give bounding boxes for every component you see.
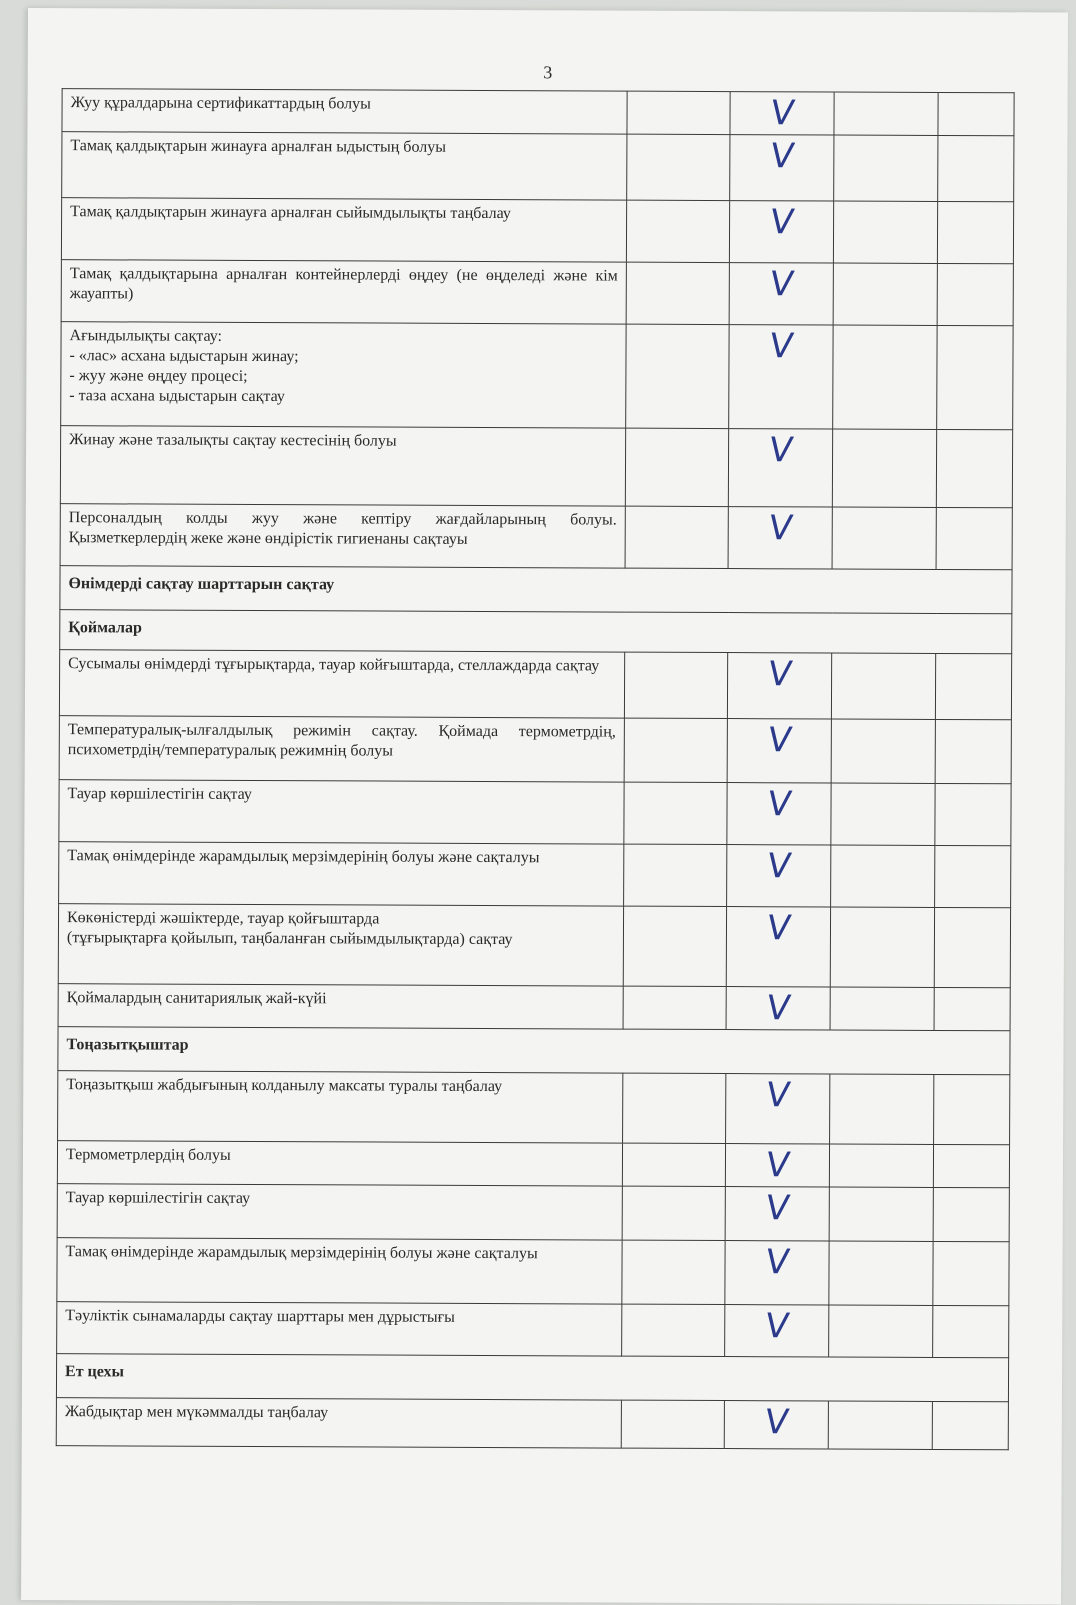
checklist-row	[61, 198, 1013, 264]
compliance-check-cell[interactable]	[729, 263, 833, 325]
handwritten-check-mark-icon: V	[766, 430, 796, 471]
compliance-check-cell[interactable]	[729, 325, 833, 429]
column-4-cell[interactable]	[934, 907, 1010, 987]
column-3-cell[interactable]	[830, 987, 934, 1030]
requirement-text: Көкөністерді жәшіктерде, тауар қойғыштарда (тұғырықтарға қойылып, таңбаланған сыйымдылықтарда) сақтау	[58, 904, 623, 986]
handwritten-check-mark-icon: V	[761, 1402, 791, 1443]
document-page	[21, 8, 1068, 1605]
column-1-cell	[627, 134, 730, 200]
column-1-cell	[625, 428, 728, 506]
column-4-cell[interactable]	[932, 1401, 1008, 1449]
section-header-row	[60, 566, 1012, 614]
column-4-cell[interactable]	[935, 719, 1011, 783]
page-number: 3	[543, 62, 553, 83]
requirement-text: Жабдықтар мен мүкәммалды таңбалау	[56, 1398, 621, 1448]
compliance-check-cell[interactable]	[726, 987, 830, 1030]
column-3-cell[interactable]	[832, 429, 936, 507]
column-4-cell[interactable]	[933, 1144, 1009, 1187]
column-3-cell[interactable]	[829, 1305, 933, 1357]
column-3-cell[interactable]	[830, 907, 934, 987]
column-4-cell[interactable]	[933, 1187, 1009, 1241]
requirement-text: Сусымалы өнімдерді тұғырықтарда, тауар койғыштарда, стеллаждарда сақтау	[59, 650, 624, 718]
requirement-text: Қоймалардың санитариялық жай-күйі	[58, 984, 623, 1029]
column-4-cell[interactable]	[938, 92, 1014, 135]
column-4-cell[interactable]	[936, 429, 1012, 507]
column-4-cell[interactable]	[938, 135, 1014, 201]
requirement-text: Жуу құралдарына сертификаттардың болуы	[62, 89, 627, 134]
section-header-row	[56, 1354, 1008, 1402]
section-header-row	[58, 1027, 1010, 1075]
column-3-cell[interactable]	[834, 92, 938, 135]
requirement-text: Тоңазытқыш жабдығының колданылу максаты туралы таңбалау	[58, 1071, 623, 1143]
handwritten-check-mark-icon: V	[762, 1145, 792, 1186]
requirement-text: Тауар көршілестігін сақтау	[59, 780, 624, 844]
column-3-cell[interactable]	[830, 1074, 934, 1144]
column-4-cell[interactable]	[937, 263, 1013, 325]
compliance-check-cell[interactable]	[727, 845, 831, 907]
compliance-check-cell[interactable]	[728, 507, 832, 569]
compliance-check-cell[interactable]	[725, 1187, 829, 1241]
handwritten-check-mark-icon: V	[765, 654, 795, 695]
column-3-cell[interactable]	[832, 507, 936, 569]
handwritten-check-mark-icon: V	[766, 264, 796, 305]
column-4-cell[interactable]	[934, 987, 1010, 1030]
checklist-row	[60, 426, 1012, 508]
section-title: Қоймалар	[60, 610, 1012, 654]
handwritten-check-mark-icon: V	[763, 1075, 793, 1116]
compliance-check-cell[interactable]	[728, 429, 832, 507]
handwritten-check-mark-icon: V	[764, 720, 794, 761]
requirement-text: Тамақ өнімдерінде жарамдылық мерзімдерінің болуы және сақталуы	[57, 1238, 622, 1304]
column-3-cell[interactable]	[833, 201, 937, 263]
compliance-check-cell[interactable]	[727, 719, 831, 783]
checklist-row	[62, 89, 1014, 136]
column-1-cell	[624, 718, 727, 782]
section-title: Ет цехы	[56, 1354, 1008, 1402]
requirement-text: Тәуліктік сынамаларды сақтау шарттары мен дұрыстығы	[57, 1302, 622, 1356]
requirement-text: Температуралық-ылғалдылық режимін сақтау. Қоймада термометрдің, психометрдің/температуралық режимнің болуы	[59, 716, 624, 782]
checklist-row	[58, 1071, 1010, 1145]
checklist-row	[59, 780, 1011, 846]
column-3-cell[interactable]	[833, 325, 937, 429]
column-4-cell[interactable]	[935, 845, 1011, 907]
handwritten-check-mark-icon: V	[762, 1242, 792, 1283]
column-3-cell[interactable]	[831, 845, 935, 907]
column-1-cell	[623, 986, 726, 1029]
checklist-row	[60, 504, 1012, 570]
column-1-cell	[622, 1143, 725, 1186]
column-1-cell	[624, 782, 727, 844]
column-3-cell[interactable]	[831, 653, 935, 719]
handwritten-check-mark-icon: V	[767, 93, 797, 134]
checklist-row	[62, 132, 1014, 202]
compliance-check-cell[interactable]	[730, 92, 834, 135]
column-1-cell	[623, 906, 726, 986]
column-3-cell[interactable]	[829, 1144, 933, 1187]
checklist-row	[59, 842, 1011, 908]
column-4-cell[interactable]	[937, 325, 1013, 429]
compliance-check-cell[interactable]	[724, 1401, 828, 1449]
compliance-check-cell[interactable]	[725, 1241, 829, 1305]
requirement-text: Тамақ қалдықтарын жинауға арналған ыдыстың болуы	[62, 132, 627, 200]
handwritten-check-mark-icon: V	[764, 784, 794, 825]
compliance-check-cell[interactable]	[725, 1144, 829, 1187]
requirement-text: Жинау және тазалықты сақтау кестесінің болуы	[60, 426, 625, 506]
handwritten-check-mark-icon: V	[764, 846, 794, 887]
requirement-text: Тауар көршілестігін сақтау	[57, 1184, 622, 1240]
requirement-text: Тамақ қалдықтарын жинауға арналған сыйымдылықты таңбалау	[61, 198, 626, 262]
requirement-text: Термометрлердің болуы	[57, 1141, 622, 1186]
compliance-check-cell[interactable]	[727, 653, 831, 719]
column-4-cell[interactable]	[934, 1074, 1010, 1144]
handwritten-check-mark-icon: V	[762, 1188, 792, 1229]
section-header-row	[60, 610, 1012, 654]
column-1-cell	[626, 262, 729, 324]
column-1-cell	[625, 506, 728, 568]
column-4-cell[interactable]	[935, 783, 1011, 845]
checklist-row	[61, 322, 1013, 430]
compliance-check-cell[interactable]	[726, 1074, 830, 1144]
compliance-check-cell[interactable]	[730, 135, 834, 201]
column-1-cell	[626, 200, 729, 262]
compliance-check-cell[interactable]	[729, 201, 833, 263]
handwritten-check-mark-icon: V	[763, 908, 794, 949]
column-1-cell	[622, 1304, 725, 1356]
handwritten-check-mark-icon: V	[767, 202, 797, 243]
checklist-row	[61, 260, 1013, 326]
checklist-row	[57, 1141, 1009, 1188]
column-1-cell	[622, 1186, 725, 1240]
section-title: Өнімдерді сақтау шарттарын сақтау	[60, 566, 1012, 614]
checklist-row	[59, 716, 1011, 784]
handwritten-check-mark-icon: V	[766, 326, 796, 367]
column-3-cell[interactable]	[833, 263, 937, 325]
handwritten-check-mark-icon: V	[765, 508, 795, 549]
checklist-row	[58, 984, 1010, 1031]
handwritten-check-mark-icon: V	[767, 136, 797, 177]
column-4-cell[interactable]	[936, 507, 1012, 569]
column-3-cell[interactable]	[831, 783, 935, 845]
column-3-cell[interactable]	[829, 1187, 933, 1241]
checklist-row	[56, 1398, 1008, 1450]
column-1-cell	[624, 652, 727, 718]
checklist-row	[59, 650, 1011, 720]
column-1-cell	[621, 1400, 724, 1448]
checklist-row	[58, 904, 1010, 988]
section-title: Тоңазытқыштар	[58, 1027, 1010, 1075]
column-4-cell[interactable]	[933, 1305, 1009, 1357]
inspection-checklist-table	[56, 88, 1015, 1450]
column-3-cell[interactable]	[831, 719, 935, 783]
compliance-check-cell[interactable]	[727, 783, 831, 845]
column-4-cell[interactable]	[937, 201, 1013, 263]
requirement-text: Тамақ өнімдерінде жарамдылық мерзімдерінің болуы және сақталуы	[59, 842, 624, 906]
column-1-cell	[627, 91, 730, 134]
column-1-cell	[622, 1240, 725, 1304]
compliance-check-cell[interactable]	[726, 907, 830, 987]
checklist-row	[57, 1184, 1009, 1242]
handwritten-check-mark-icon: V	[763, 988, 793, 1029]
checklist-row	[57, 1238, 1009, 1306]
column-3-cell[interactable]	[829, 1241, 933, 1305]
requirement-text: Ағындылықты сақтау: - «лас» асхана ыдыстарын жинау; - жуу және өңдеу процесі; - таза асхана ыдыстарын сақтау	[61, 322, 626, 428]
requirement-text: Персоналдың колды жуу және кептіру жағдайларының болуы. Қызметкерлердің жеке және өндірістік гигиенаны сақтауы	[60, 504, 625, 568]
column-3-cell[interactable]	[834, 135, 938, 201]
column-1-cell	[624, 844, 727, 906]
requirement-text: Тамақ қалдықтарына арналған контейнерлерді өңдеу (не өңделеді және кім жауапты)	[61, 260, 626, 324]
column-1-cell	[623, 1073, 726, 1143]
column-1-cell	[626, 324, 729, 428]
column-3-cell[interactable]	[828, 1401, 932, 1449]
column-4-cell[interactable]	[933, 1241, 1009, 1305]
column-4-cell[interactable]	[935, 653, 1011, 719]
checklist-row	[57, 1302, 1009, 1358]
compliance-check-cell[interactable]	[725, 1305, 829, 1357]
handwritten-check-mark-icon: V	[762, 1306, 792, 1347]
